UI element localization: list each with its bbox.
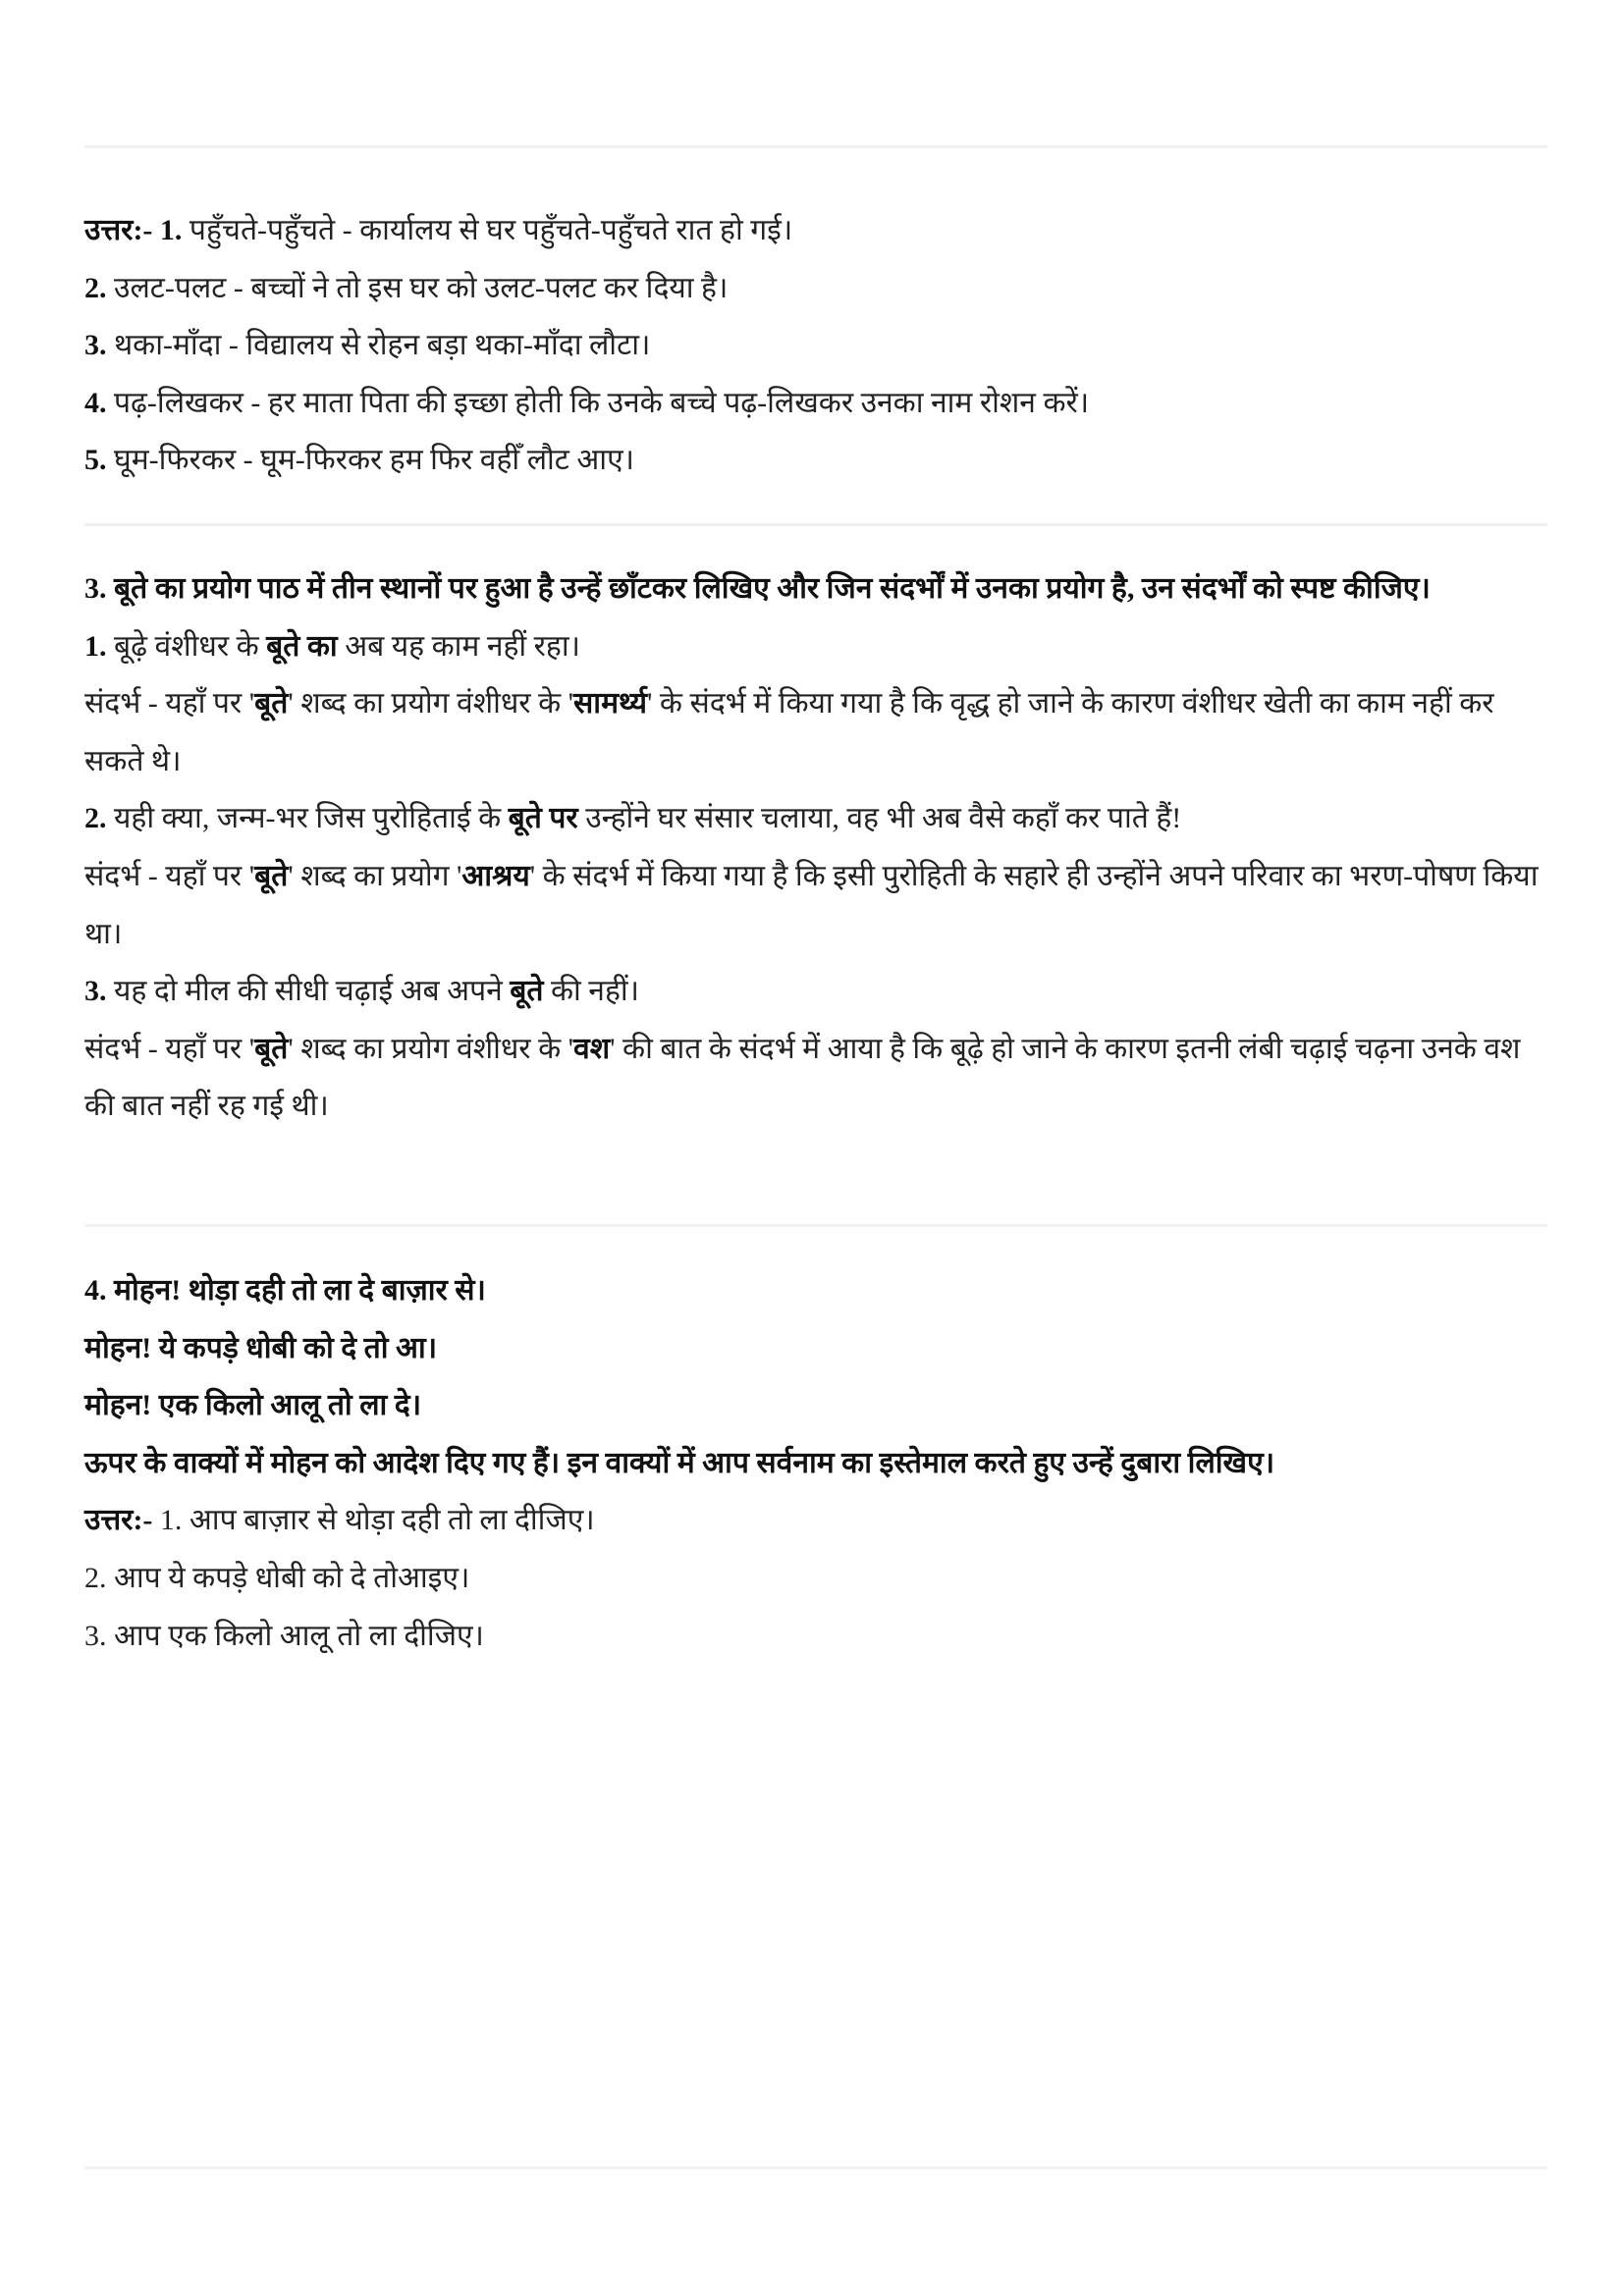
bold-text: बूते पर — [508, 802, 578, 835]
text: ' की बात के संदर्भ में आया है कि बूढ़े हो जाने के कारण इतनी लंबी चढ़ाई चढ़ना उनके वश की बात नहीं रह गई थी। — [84, 1032, 1521, 1123]
divider-top — [84, 145, 1547, 148]
answer-1-line — [84, 260, 1557, 318]
bold-text: 4. — [84, 386, 107, 419]
question-4-section — [84, 1262, 1557, 1665]
text: ' शब्द का प्रयोग ' — [288, 859, 462, 892]
bold-text: ऊपर के वाक्यों में मोहन को आदेश दिए गए हैं। इन वाक्यों में आप सर्वनाम का इस्तेमाल करते हुए उन्हें दुबारा लिखिए। — [84, 1446, 1275, 1479]
answer-1-line — [84, 375, 1557, 433]
bold-text: मोहन! ये कपड़े धोबी को दे तो आ। — [84, 1331, 438, 1364]
text: संदर्भ - यहाँ पर ' — [84, 1032, 255, 1065]
text: पढ़-लिखकर - हर माता पिता की इच्छा होती कि उनके बच्चे पढ़-लिखकर उनका नाम रोशन करें। — [106, 386, 1090, 419]
answer-1-section — [84, 202, 1557, 490]
bold-text: उत्तर:- 1. — [84, 214, 183, 246]
text: संदर्भ - यहाँ पर ' — [84, 859, 255, 892]
question-3-line — [84, 963, 1557, 1021]
divider-2 — [84, 523, 1547, 526]
question-4-line — [84, 1262, 1557, 1320]
bold-text: आश्रय — [461, 859, 530, 892]
bold-text: 1. — [84, 629, 107, 663]
text: ' के संदर्भ में किया गया है कि वृद्ध हो जाने के कारण वंशीधर खेती का काम नहीं कर सकते थे। — [84, 687, 1494, 777]
answer-1-line — [84, 202, 1557, 260]
bold-text: बूते — [254, 859, 289, 892]
divider-3 — [84, 1224, 1547, 1227]
bold-text: मोहन! एक किलो आलू तो ला दे। — [84, 1389, 422, 1422]
text: यह दो मील की सीधी चढ़ाई अब अपने — [106, 975, 511, 1008]
question-3-section — [84, 561, 1557, 1136]
text: थका-माँदा - विद्यालय से रोहन बड़ा थका-माँदा लौटा। — [106, 329, 651, 362]
bold-text: 2. — [84, 802, 107, 835]
question-4-line — [84, 1492, 1557, 1550]
bold-text: 3. — [84, 329, 107, 362]
bold-text: बूते — [254, 687, 289, 721]
bold-text: वश — [573, 1032, 611, 1065]
question-3-line — [84, 561, 1557, 618]
text: अब यह काम नहीं रहा। — [337, 629, 581, 663]
text: 2. आप ये कपड़े धोबी को दे तोआइए। — [84, 1561, 470, 1594]
text: पहुँचते-पहुँचते - कार्यालय से घर पहुँचते-पहुँचते रात हो गई। — [182, 214, 793, 246]
text: घूम-फिरकर - घूम-फिरकर हम फिर वहीँ लौट आए। — [106, 444, 635, 477]
question-4-line — [84, 1320, 1557, 1378]
question-4-line — [84, 1550, 1557, 1608]
text: की नहीं। — [543, 975, 640, 1008]
question-3-line — [84, 618, 1557, 676]
text: बूढ़े वंशीधर के — [106, 629, 267, 663]
question-3-line — [84, 790, 1557, 848]
question-3-line — [84, 848, 1557, 963]
text: ' के संदर्भ में किया गया है कि इसी पुरोहिती के सहारे ही उन्होंने अपने परिवार का भरण-पोषण किया था। — [84, 859, 1539, 950]
question-4-line — [84, 1608, 1557, 1666]
bold-text: 2. — [84, 271, 107, 304]
bold-text: 3. — [84, 975, 107, 1008]
bold-text: बूते — [254, 1032, 289, 1065]
question-3-line — [84, 1021, 1557, 1136]
text: 3. आप एक किलो आलू तो ला दीजिए। — [84, 1619, 484, 1652]
text: संदर्भ - यहाँ पर ' — [84, 687, 255, 721]
divider-bottom — [84, 2166, 1547, 2169]
bold-text: 4. मोहन! थोड़ा दही तो ला दे बाज़ार से। — [84, 1274, 486, 1307]
text: ' शब्द का प्रयोग वंशीधर के ' — [288, 687, 574, 721]
text: उन्होंने घर संसार चलाया, वह भी अब वैसे कहाँ कर पाते हैं! — [577, 802, 1182, 835]
bold-text: 3. बूते का प्रयोग पाठ में तीन स्थानों पर हुआ है उन्हें छाँटकर लिखिए और जिन संदर्भों में उनका प्रयोग है, उन संदर्भों को स्पष्ट कीजिए। — [84, 572, 1431, 605]
answer-1-line — [84, 317, 1557, 375]
bold-text: 5. — [84, 444, 107, 477]
question-4-line — [84, 1435, 1557, 1493]
text: ' शब्द का प्रयोग वंशीधर के ' — [288, 1032, 574, 1065]
text: उलट-पलट - बच्चों ने तो इस घर को उलट-पलट कर दिया है। — [106, 271, 729, 304]
text: 1. आप बाज़ार से थोड़ा दही तो ला दीजिए। — [152, 1504, 595, 1537]
text: यही क्या, जन्म-भर जिस पुरोहिताई के — [106, 802, 509, 835]
bold-text: बूते — [510, 975, 544, 1008]
question-3-line — [84, 675, 1557, 790]
bold-text: बूते का — [266, 629, 338, 663]
question-4-line — [84, 1377, 1557, 1435]
bold-text: उत्तर:- — [84, 1504, 153, 1537]
bold-text: सामर्थ्य — [573, 687, 648, 721]
answer-1-line — [84, 432, 1557, 490]
